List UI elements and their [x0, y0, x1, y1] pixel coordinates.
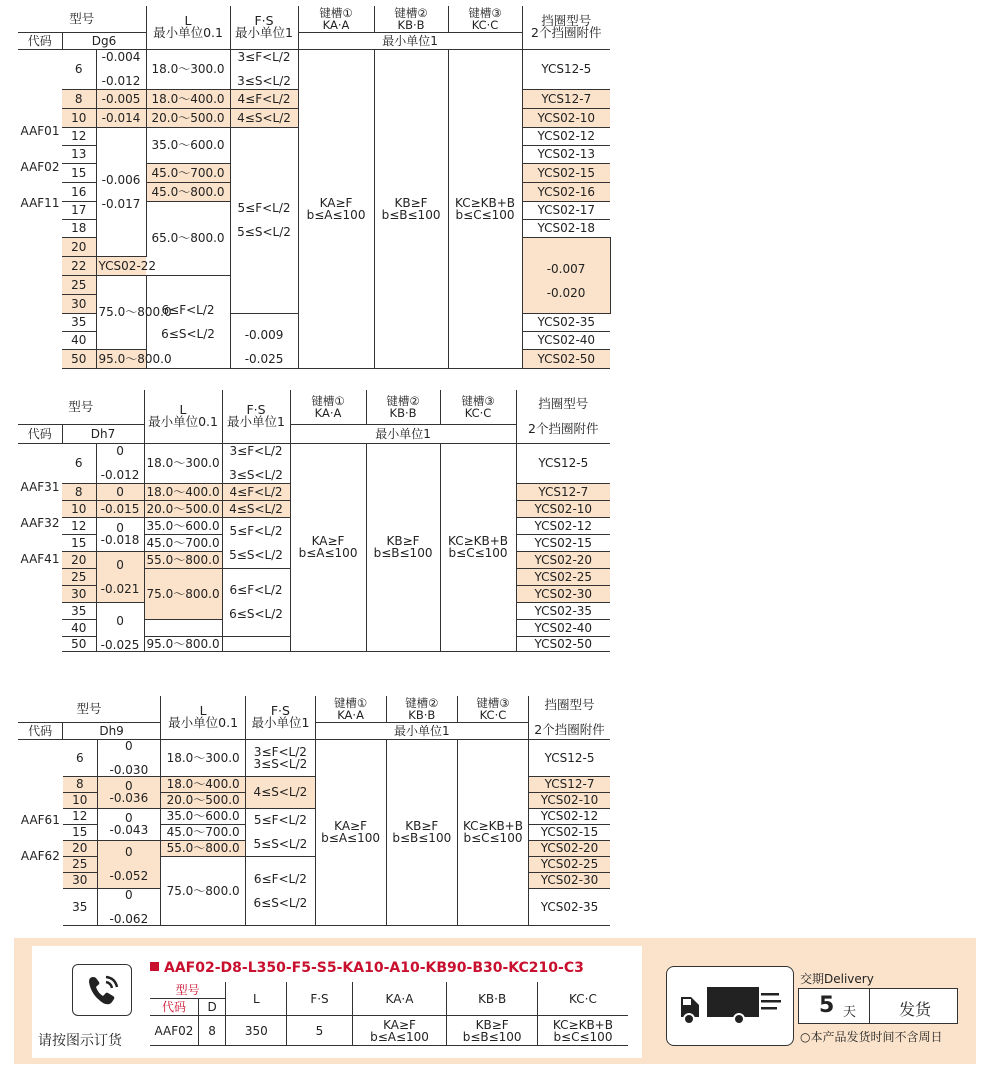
header-model: 型号 [18, 696, 160, 722]
d-cell: 15 [62, 163, 96, 182]
l-range: 45.0～700.0 [160, 824, 245, 840]
tol-cell: 0 -0.030 [97, 739, 160, 776]
l-range: 18.0～300.0 [146, 49, 230, 89]
header-keyway-3: 键槽③ KC·C [457, 696, 528, 722]
d-cell: 6 [62, 443, 96, 483]
header-FS: F·S 最小单位1 [246, 696, 315, 739]
ring-cell: YCS12-7 [529, 776, 610, 792]
l-range: 20.0～500.0 [146, 108, 230, 127]
d-cell: 35 [62, 602, 96, 619]
header-keyway-1: 键槽① KA·A [315, 696, 386, 722]
header-tolerance: Dh7 [62, 424, 144, 443]
d-cell: 40 [62, 331, 96, 349]
ring-cell: YCS02-25 [529, 856, 610, 872]
fs-cell: 3≤F<L/2 3≤S<L/2 [230, 49, 298, 89]
d-cell: 50 [62, 349, 96, 368]
d-cell: 15 [63, 824, 98, 840]
d-cell: 50 [62, 636, 96, 651]
order-example-box [32, 946, 642, 1058]
ring-cell: YCS02-17 [522, 201, 610, 219]
order-value-L: 350 [226, 1016, 287, 1046]
tol-cell: -0.014 [96, 108, 146, 127]
header-ring: 挡圈型号 2个挡圈附件 [522, 6, 610, 49]
l-range: 55.0～800.0 [160, 840, 245, 856]
l-range: 35.0～600.0 [160, 808, 245, 824]
d-cell: 18 [62, 219, 96, 237]
d-cell: 8 [63, 776, 98, 792]
ring-cell: YCS12-5 [516, 443, 610, 483]
order-header-ka: KA·A [352, 982, 447, 1016]
spec-table-dh7 [18, 390, 610, 652]
tol-cell: 0 -0.012 [96, 443, 144, 483]
header-code: 代码 [18, 32, 62, 49]
order-header-code: 代码 [150, 999, 198, 1016]
ring-cell: YCS02-40 [516, 619, 610, 636]
l-range: 75.0～800.0 [96, 275, 146, 349]
order-value-ka: KA≥F b≤A≤100 [352, 1016, 447, 1046]
spec-table-dg6 [18, 6, 610, 369]
tol-cell: 0 [96, 483, 144, 500]
order-value-kc: KC≥KB+B b≤C≤100 [537, 1016, 628, 1046]
l-range: 35.0～600.0 [144, 517, 222, 534]
tol-cell: 0 -0.036 [97, 776, 160, 808]
header-tolerance: Dg6 [62, 32, 146, 49]
header-ring: 挡圈型号 2个挡圈附件 [529, 696, 610, 739]
fs-cell: 6≤F<L/2 6≤S<L/2 [246, 856, 315, 925]
order-example-table [150, 982, 628, 1046]
tol-cell: -0.006 -0.017 [96, 127, 146, 256]
ka-cell: KA≥F b≤A≤100 [298, 49, 374, 368]
fs-cell: 5≤F<L/2 5≤S<L/2 [222, 517, 290, 568]
d-cell: 20 [63, 840, 98, 856]
l-range: 18.0～400.0 [160, 776, 245, 792]
ring-cell: YCS02-35 [516, 602, 610, 619]
header-keyway-2: 键槽② KB·B [366, 390, 440, 424]
l-range: 35.0～600.0 [146, 127, 230, 163]
ring-cell: YCS02-35 [529, 888, 610, 925]
l-range: 18.0～300.0 [160, 739, 245, 776]
d-cell: 30 [62, 294, 96, 313]
tol-cell: -0.015 [96, 500, 144, 517]
d-cell: 15 [62, 534, 96, 551]
ring-cell: YCS02-30 [516, 585, 610, 602]
ring-cell: YCS12-7 [522, 89, 610, 108]
ring-cell: YCS02-15 [529, 824, 610, 840]
d-cell: 17 [62, 201, 96, 219]
ring-cell: YCS02-40 [522, 331, 610, 349]
code-cell: AAF61 AAF62 [20, 813, 60, 864]
d-cell: 12 [63, 808, 98, 824]
header-FS: F·S 最小单位1 [222, 390, 290, 443]
delivery-days-unit: 天 [843, 1005, 857, 1020]
header-min-unit: 最小单位1 [315, 722, 529, 739]
ring-cell: YCS02-25 [516, 568, 610, 585]
order-value-code: AAF02 [150, 1016, 198, 1046]
tol-cell: -0.004 -0.012 [96, 49, 146, 89]
header-min-unit: 最小单位1 [298, 32, 522, 49]
delivery-note: ○本产品发货时间不含周日 [800, 1030, 943, 1044]
d-cell: 25 [63, 856, 98, 872]
d-cell: 22 [62, 256, 96, 275]
ring-cell: YCS02-13 [522, 145, 610, 163]
ring-cell: YCS12-5 [529, 739, 610, 776]
l-range-blank [144, 619, 222, 636]
tol-cell: 0 -0.021 [96, 551, 144, 602]
fs-cell: 4≤F<L/2 [230, 89, 298, 108]
fs-cell: 5≤F<L/2 5≤S<L/2 [230, 127, 298, 313]
l-range: 45.0～700.0 [144, 534, 222, 551]
truck-icon [666, 966, 794, 1046]
ring-cell: YCS02-10 [522, 108, 610, 127]
tol-cell: -0.007 -0.020 [522, 237, 610, 313]
kb-cell: KB≥F b≤B≤100 [374, 49, 448, 368]
l-range: 75.0～800.0 [144, 568, 222, 619]
l-range: 95.0～800.0 [96, 349, 146, 368]
ring-cell: YCS02-30 [529, 872, 610, 888]
d-cell: 12 [62, 517, 96, 534]
header-L: L 最小单位0.1 [144, 390, 222, 443]
fs-cell: 4≤S<L/2 [246, 776, 315, 808]
header-code: 代码 [18, 722, 63, 739]
l-range: 18.0～400.0 [146, 89, 230, 108]
kb-cell: KB≥F b≤B≤100 [366, 443, 440, 651]
tol-cell: -0.005 [96, 89, 146, 108]
code-cell: AAF01 AAF02 AAF11 [20, 123, 60, 210]
order-header-FS: F·S [287, 982, 352, 1016]
order-header-kc: KC·C [537, 982, 628, 1016]
tol-cell: 0 -0.025 [96, 602, 144, 651]
ring-cell: YCS02-12 [522, 127, 610, 145]
l-range: 45.0～800.0 [146, 182, 230, 201]
order-code-example: AAF02-D8-L350-F5-S5-KA10-A10-KB90-B30-KC210-C3 [150, 960, 584, 976]
d-cell: 35 [63, 888, 98, 925]
ring-cell: YCS02-12 [516, 517, 610, 534]
header-keyway-3: 键槽③ KC·C [448, 6, 522, 32]
l-range: 55.0～800.0 [144, 551, 222, 568]
fs-cell: 3≤F<L/2 3≤S<L/2 [246, 739, 315, 776]
kc-cell: KC≥KB+B b≤C≤100 [457, 739, 528, 925]
l-range: 65.0～800.0 [146, 201, 230, 275]
order-info-panel [14, 938, 976, 1064]
header-code: 代码 [18, 424, 62, 443]
fs-cell: 4≤S<L/2 [222, 500, 290, 517]
d-cell: 8 [62, 89, 96, 108]
d-cell: 25 [62, 275, 96, 294]
header-model: 型号 [18, 6, 146, 32]
header-model: 型号 [18, 390, 144, 424]
phone-icon [72, 964, 132, 1016]
ring-cell: YCS12-7 [516, 483, 610, 500]
fs-blank [222, 636, 290, 651]
header-tolerance: Dh9 [63, 722, 161, 739]
l-range: 20.0～500.0 [144, 500, 222, 517]
order-header-L: L [226, 982, 287, 1016]
header-L: L 最小单位0.1 [146, 6, 230, 49]
ring-cell: YCS12-5 [522, 49, 610, 89]
kb-cell: KB≥F b≤B≤100 [386, 739, 457, 925]
ring-cell: YCS02-16 [522, 182, 610, 201]
ring-cell: YCS02-22 [96, 256, 146, 275]
d-cell: 10 [62, 500, 96, 517]
ring-cell: YCS02-18 [522, 219, 610, 237]
fs-cell: 4≤S<L/2 [230, 108, 298, 127]
d-cell: 25 [62, 568, 96, 585]
delivery-ship-label: 发货 [899, 1000, 932, 1019]
header-keyway-1: 键槽① KA·A [290, 390, 366, 424]
d-cell: 16 [62, 182, 96, 201]
ka-cell: KA≥F b≤A≤100 [290, 443, 366, 651]
order-value-kb: KB≥F b≤B≤100 [447, 1016, 538, 1046]
kc-cell: KC≥KB+B b≤C≤100 [440, 443, 516, 651]
header-ring: 挡圈型号 2个挡圈附件 [516, 390, 610, 443]
fs-cell: 5≤F<L/2 5≤S<L/2 [246, 808, 315, 856]
d-cell: 20 [62, 237, 96, 256]
d-cell: 10 [62, 108, 96, 127]
d-cell: 12 [62, 127, 96, 145]
delivery-days: 5 [819, 993, 835, 1018]
fs-cell: 3≤F<L/2 3≤S<L/2 [222, 443, 290, 483]
ring-cell: YCS02-10 [529, 792, 610, 808]
l-range: 75.0～800.0 [160, 856, 245, 925]
ring-cell: YCS02-35 [522, 313, 610, 331]
d-cell: 6 [62, 49, 96, 89]
order-value-d: 8 [198, 1016, 225, 1046]
code-cell: AAF31 AAF32 AAF41 [20, 480, 60, 567]
d-cell: 30 [62, 585, 96, 602]
ring-cell: YCS02-15 [522, 163, 610, 182]
delivery-title: 交期Delivery [800, 972, 874, 986]
tol-cell: 0 -0.018 [96, 517, 144, 551]
ring-cell: YCS02-10 [516, 500, 610, 517]
header-L: L 最小单位0.1 [160, 696, 245, 739]
l-range: 20.0～500.0 [160, 792, 245, 808]
header-FS: F·S 最小单位1 [230, 6, 298, 49]
header-keyway-1: 键槽① KA·A [298, 6, 374, 32]
order-header-kb: KB·B [447, 982, 538, 1016]
tol-cell: 0 -0.052 [97, 840, 160, 888]
d-cell: 40 [62, 619, 96, 636]
d-cell: 10 [63, 792, 98, 808]
l-range: 95.0～800.0 [144, 636, 222, 651]
order-instruction: 请按图示订货 [38, 1033, 122, 1049]
header-keyway-2: 键槽② KB·B [386, 696, 457, 722]
tol-cell: 0 -0.043 [97, 808, 160, 840]
d-cell: 13 [62, 145, 96, 163]
header-keyway-2: 键槽② KB·B [374, 6, 448, 32]
ka-cell: KA≥F b≤A≤100 [315, 739, 386, 925]
d-cell: 30 [63, 872, 98, 888]
header-min-unit: 最小单位1 [290, 424, 516, 443]
ring-cell: YCS02-50 [522, 349, 610, 368]
l-range: 45.0～700.0 [146, 163, 230, 182]
ring-cell: YCS02-15 [516, 534, 610, 551]
d-cell: 8 [62, 483, 96, 500]
order-value-FS: 5 [287, 1016, 352, 1046]
d-cell: 20 [62, 551, 96, 568]
ring-cell: YCS02-12 [529, 808, 610, 824]
delivery-days-box [798, 988, 958, 1024]
ring-cell: YCS02-20 [516, 551, 610, 568]
fs-cell: 4≤F<L/2 [222, 483, 290, 500]
fs-cell: 6≤F<L/2 6≤S<L/2 [146, 275, 230, 368]
ring-cell: YCS02-20 [529, 840, 610, 856]
ring-cell: YCS02-50 [516, 636, 610, 651]
order-header-model: 型号 [150, 982, 226, 999]
order-header-d: D [198, 999, 225, 1016]
tol-cell: -0.009 -0.025 [230, 313, 298, 368]
l-range: 18.0～300.0 [144, 443, 222, 483]
tol-cell: 0 -0.062 [97, 888, 160, 925]
kc-cell: KC≥KB+B b≤C≤100 [448, 49, 522, 368]
header-keyway-3: 键槽③ KC·C [440, 390, 516, 424]
d-cell: 35 [62, 313, 96, 331]
fs-cell: 6≤F<L/2 6≤S<L/2 [222, 568, 290, 636]
l-range: 18.0～400.0 [144, 483, 222, 500]
spec-table-dh9 [18, 696, 610, 926]
d-cell: 6 [63, 739, 98, 776]
